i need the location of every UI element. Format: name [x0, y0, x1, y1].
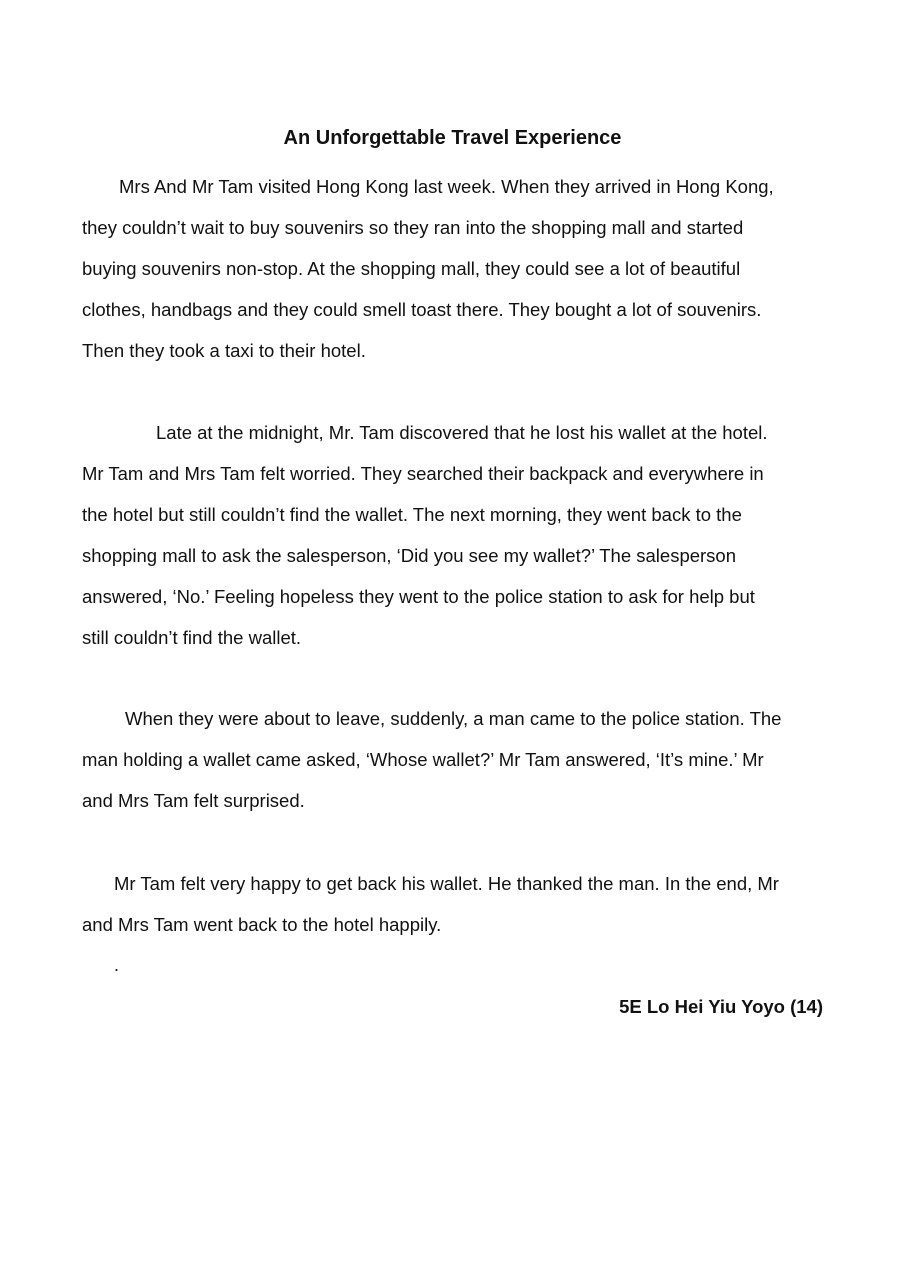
paragraph-2: [82, 412, 827, 658]
paragraph-1: [82, 166, 827, 371]
paragraph-line: they couldn’t wait to buy souvenirs so they ran into the shopping mall and started: [82, 217, 744, 238]
paragraph-line: shopping mall to ask the salesperson, ‘Did you see my wallet?’ The salesperson: [82, 545, 737, 566]
paragraph-line: the hotel but still couldn’t find the wallet. The next morning, they went back to the: [82, 504, 742, 525]
paragraph-line: Mrs And Mr Tam visited Hong Kong last week. When they arrived in Hong Kong,: [119, 176, 774, 197]
paragraph-line: still couldn’t find the wallet.: [82, 627, 302, 648]
paragraph-line: clothes, handbags and they could smell toast there. They bought a lot of souvenirs.: [82, 299, 762, 320]
author-signature: 5E Lo Hei Yiu Yoyo (14): [619, 996, 823, 1017]
paragraph-line: Late at the midnight, Mr. Tam discovered that he lost his wallet at the hotel.: [156, 422, 768, 443]
paragraph-line: and Mrs Tam felt surprised.: [82, 790, 305, 811]
paragraph-line: buying souvenirs non-stop. At the shopping mall, they could see a lot of beautiful: [82, 258, 741, 279]
paragraph-line: Mr Tam felt very happy to get back his wallet. He thanked the man. In the end, Mr: [114, 873, 779, 894]
paragraph-3: [82, 698, 827, 821]
paragraph-line: Then they took a taxi to their hotel.: [82, 340, 366, 361]
paragraph-line: answered, ‘No.’ Feeling hopeless they went to the police station to ask for help but: [82, 586, 755, 607]
paragraph-4: [82, 863, 827, 945]
paragraph-line: man holding a wallet came asked, ‘Whose wallet?’ Mr Tam answered, ‘It’s mine.’ Mr: [82, 749, 764, 770]
document-title: An Unforgettable Travel Experience: [283, 127, 622, 149]
paragraph-line: and Mrs Tam went back to the hotel happily.: [82, 914, 442, 935]
stray-mark: .: [114, 955, 120, 975]
paragraph-line: Mr Tam and Mrs Tam felt worried. They searched their backpack and everywhere in: [82, 463, 764, 484]
paragraph-line: When they were about to leave, suddenly, a man came to the police station. The: [125, 708, 782, 729]
